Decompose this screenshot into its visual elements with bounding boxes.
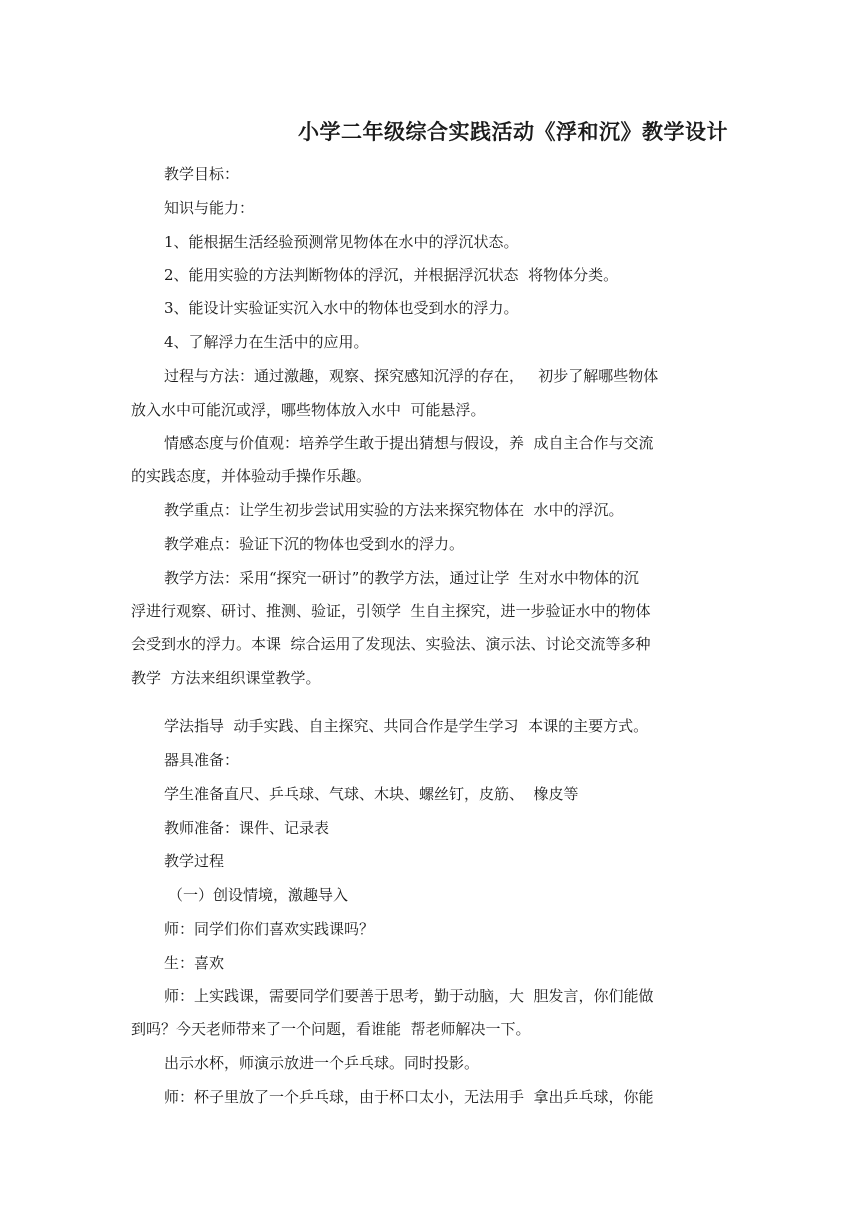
text-line: 浮进行观察、研讨、推测、验证，引领学 生自主探究，进一步验证水中的物体 (131, 602, 651, 620)
text-line: 师：同学们你们喜欢实践课吗？ (164, 920, 375, 938)
text-line: 教学方法：采用“探究一研讨”的教学方法，通过让学 生对水中物体的沉 (164, 569, 639, 587)
text-line: 1、能根据生活经验预测常见物体在水中的浮沉状态。 (164, 233, 519, 251)
text-line: 教学难点：验证下沉的物体也受到水的浮力。 (164, 535, 465, 553)
text-line: （一）创设情境，激趣导入 (168, 886, 349, 904)
document-title: 小学二年级综合实践活动《浮和沉》教学设计 (298, 120, 728, 144)
text-line: 知识与能力： (164, 199, 255, 217)
text-line: 情感态度与价值观：培养学生敢于提出猜想与假设，养 成自主合作与交流 (164, 434, 654, 452)
text-line: 教学过程 (164, 852, 225, 870)
text-line: 3、能设计实验证实沉入水中的物体也受到水的浮力。 (164, 299, 519, 317)
text-line: 教学目标： (164, 165, 240, 183)
text-line: 2、能用实验的方法判断物体的浮沉，并根据浮沉状态 将物体分类。 (164, 266, 619, 284)
text-line: 器具准备： (164, 751, 240, 769)
text-line: 师：杯子里放了一个乒乓球，由于杯口太小，无法用手 拿出乒乓球，你能 (164, 1088, 654, 1106)
text-line: 到吗？今天老师带来了一个问题，看谁能 帮老师解决一下。 (131, 1020, 531, 1038)
text-line: 的实践态度，并体验动手操作乐趣。 (131, 467, 372, 485)
text-line: 出示水杯，师演示放进一个乒乓球。同时投影。 (164, 1054, 480, 1072)
text-line: 教学 方法来组织课堂教学。 (131, 669, 321, 687)
text-line: 教师准备：课件、记录表 (164, 819, 330, 837)
text-line: 过程与方法：通过激趣，观察、探究感知沉浮的存在， 初步了解哪些物体 (164, 367, 659, 385)
text-line: 师：上实践课，需要同学们要善于思考，勤于动脑，大 胆发言，你们能做 (164, 987, 654, 1005)
text-line: 4、了解浮力在生活中的应用。 (164, 333, 369, 351)
text-line: 教学重点：让学生初步尝试用实验的方法来探究物体在 水中的浮沉。 (164, 501, 624, 519)
text-line: 学生准备直尺、乒乓球、气球、木块、螺丝钉，皮筋、 橡皮等 (164, 785, 579, 803)
text-line: 生：喜欢 (164, 954, 225, 972)
text-line: 放入水中可能沉或浮，哪些物体放入水中 可能悬浮。 (131, 401, 486, 419)
text-line: 会受到水的浮力。本课 综合运用了发现法、实验法、演示法、讨论交流等多种 (131, 635, 651, 653)
text-line: 学法指导 动手实践、自主探究、共同合作是学生学习 本课的主要方式。 (164, 717, 649, 735)
